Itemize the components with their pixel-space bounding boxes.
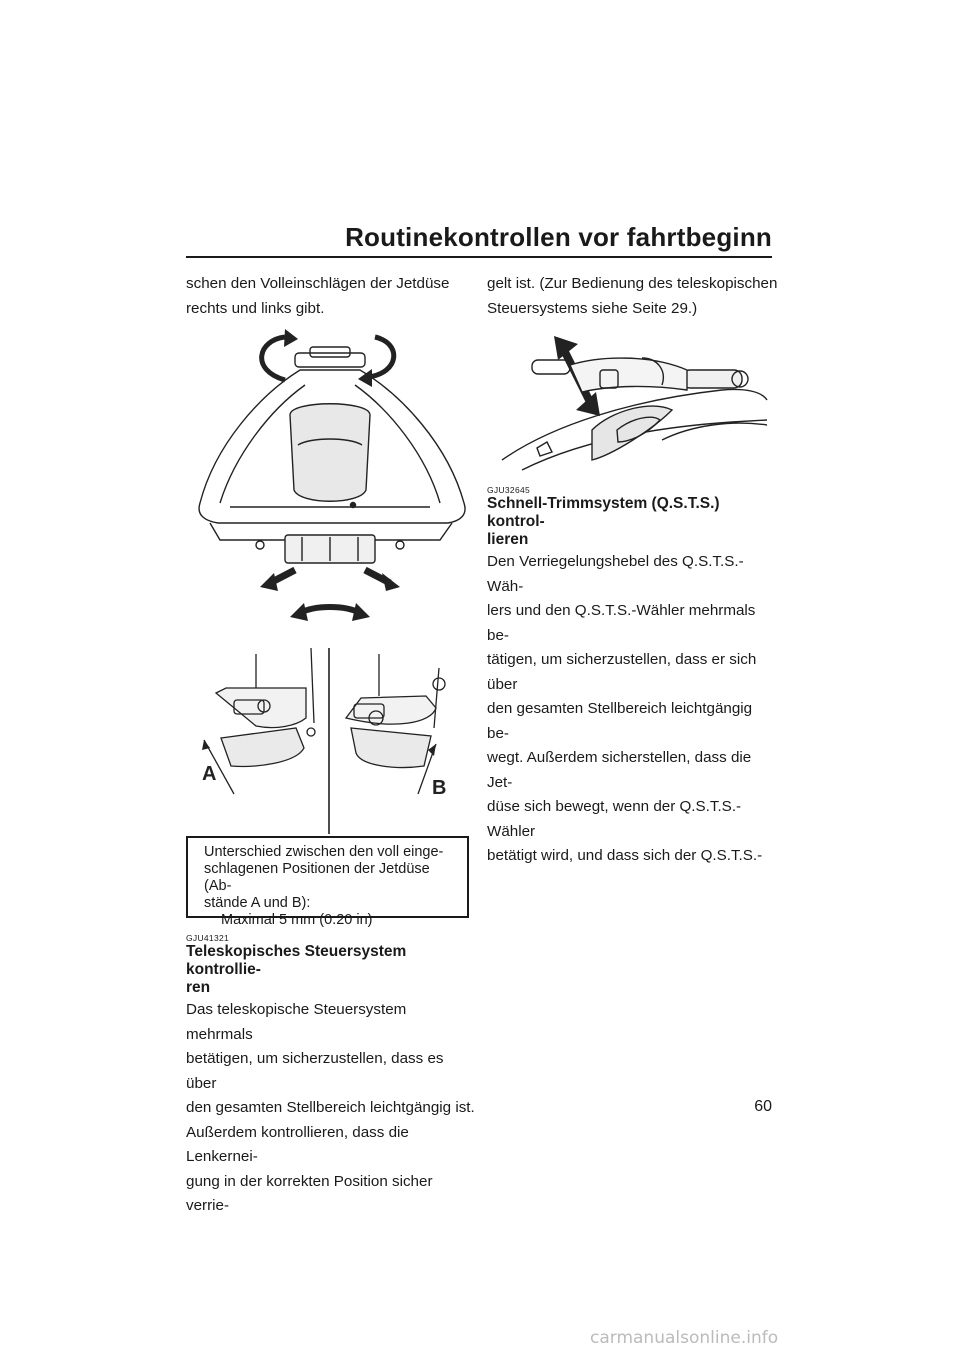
right-intro [487,272,777,321]
section-body [487,550,777,869]
page-header-title: Routinekontrollen vor fahrtbeginn [345,222,772,252]
section-telescopic-steering [186,933,476,1219]
text-line: gelt ist. (Zur Bedienung des teleskopischen [487,275,778,292]
text-line: betätigen, um sicherzustellen, dass es über [186,1050,444,1092]
text-line: Außerdem kontrollieren, dass die Lenkernei- [186,1123,409,1165]
section-title-line: lieren [487,531,529,548]
text-line: den gesamten Stellbereich leichtgängig ist. [186,1099,475,1116]
section-title-line: Schnell-Trimmsystem (Q.S.T.S.) kontrol- [487,495,720,530]
label-a: A [202,763,217,785]
section-code: GJU41321 [186,933,230,943]
text-line: schen den Volleinschlägen der Jetdüse [186,275,450,292]
page-number: 60 [754,1098,772,1115]
spec-box [186,836,469,928]
jet-nozzle-positions-illustration [196,648,466,834]
spec-line: schlagenen Positionen der Jetdüse (Ab- [204,861,430,894]
text-line: rechts und links gibt. [186,299,325,317]
spec-value: Maximal 5 mm (0.20 in) [221,912,373,928]
text-line: wegt. Außerdem sicherstellen, dass die Jet- [487,749,752,791]
swing-arrow-icon [300,607,360,613]
header-rule [186,256,772,258]
rotate-left-arrow-icon [262,337,285,380]
watermark: carmanualsonline.info [590,1328,779,1348]
text-line: betätigt wird, und dass sich der Q.S.T.S.- [487,847,763,864]
text-line: Steuersystems siehe Seite 29.) [487,299,698,317]
spec-line: stände A und B): [204,895,311,911]
text-line: tätigen, um sicherzustellen, dass er sich über [487,651,757,693]
text-line: Den Verriegelungshebel des Q.S.T.S.-Wäh- [487,553,744,595]
text-line: Das teleskopische Steuersystem mehrmals [186,1001,407,1043]
section-code: GJU32645 [487,485,531,495]
spec-line: Unterschied zwischen den voll einge- [204,844,444,860]
section-qsts [487,485,777,869]
text-line: gung in der korrekten Position sicher verrie- [186,1172,433,1214]
section-body [186,998,476,1219]
text-line: den gesamten Stellbereich leichtgängig be- [487,700,753,742]
telescopic-steering-illustration [492,330,772,480]
section-title-line: ren [186,979,211,996]
left-intro [186,272,449,321]
text-line: lers und den Q.S.T.S.-Wähler mehrmals be- [487,602,756,644]
section-title-line: Teleskopisches Steuersystem kontrollie- [186,943,407,978]
label-b: B [432,777,447,799]
text-line: düse sich bewegt, wenn der Q.S.T.S.-Wähler [487,798,742,840]
jetski-top-view-illustration [190,325,475,630]
